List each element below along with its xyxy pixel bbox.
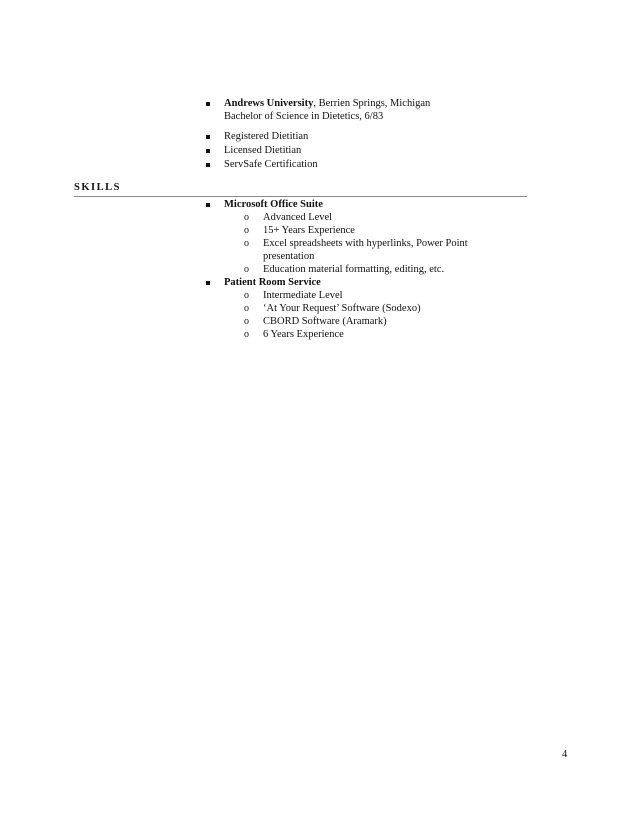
skill-item-continuation: presentation [263,251,315,262]
skill-item: Intermediate Level [263,290,343,301]
bullet-square-icon [206,102,210,106]
sub-bullet-icon: o [244,238,249,249]
sub-bullet-icon: o [244,316,249,327]
skill-item: 6 Years Experience [263,329,344,340]
school-name: Andrews University [224,98,314,109]
skill-item: ‘At Your Request’ Software (Sodexo) [263,303,421,314]
bullet-square-icon [206,135,210,139]
credential-item: Licensed Dietitian [224,145,302,156]
bullet-square-icon [206,149,210,153]
page-number: 4 [562,749,568,760]
credential-item: Registered Dietitian [224,131,309,142]
skill-item: Education material formatting, editing, etc. [263,264,445,275]
skill-item: Advanced Level [263,212,333,223]
degree-line-1 [224,97,430,110]
skill-item: 15+ Years Experience [263,225,355,236]
bullet-square-icon [206,203,210,207]
school-location: , Berrien Springs, Michigan [313,98,431,109]
bullet-square-icon [206,281,210,285]
sub-bullet-icon: o [244,290,249,301]
bullet-square-icon [206,163,210,167]
skill-item: Excel spreadsheets with hyperlinks, Power Point [263,238,468,249]
sub-bullet-icon: o [244,329,249,340]
sub-bullet-icon: o [244,264,249,275]
degree-line-2: Bachelor of Science in Dietetics, 6/83 [224,111,384,122]
sub-bullet-icon: o [244,212,249,223]
skill-item: CBORD Software (Aramark) [263,316,387,327]
sub-bullet-icon: o [244,303,249,314]
credential-item: ServSafe Certification [224,159,318,170]
skill-group-title: Microsoft Office Suite [224,199,323,210]
sub-bullet-icon: o [244,225,249,236]
skill-group-title: Patient Room Service [224,277,321,288]
section-divider [74,196,527,197]
skills-heading: SKILLS [74,182,121,193]
